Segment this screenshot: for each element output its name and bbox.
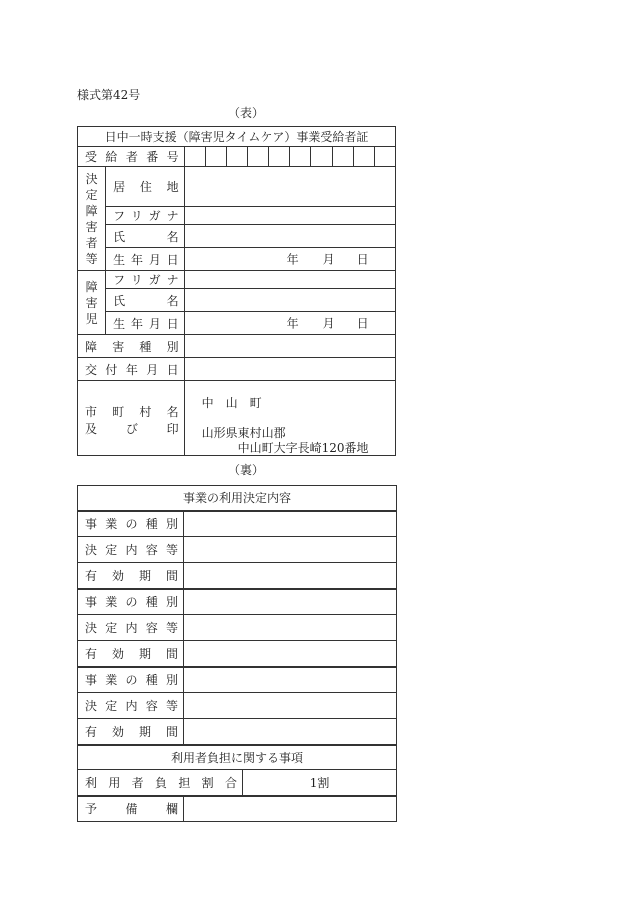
birthdate-field[interactable] (184, 248, 395, 271)
address-field[interactable] (184, 167, 395, 207)
validity-period-field[interactable] (184, 719, 397, 745)
year-unit: 年 (286, 252, 299, 267)
recipient-number-digit[interactable] (226, 147, 247, 167)
service-type-field[interactable] (184, 667, 397, 693)
decision-content-field[interactable] (184, 537, 397, 563)
decided-person-group-label: 決 定 障 害 者 等 (78, 167, 106, 271)
address-label: 居 住 地 (106, 167, 184, 207)
name-label: 氏 名 (106, 225, 184, 248)
recipient-number-digit[interactable] (248, 147, 269, 167)
child-furigana-label: フリガナ (106, 271, 184, 289)
month-unit: 月 (322, 252, 335, 267)
certificate-title: 日中一時支援（障害児タイムケア）事業受給者証 (78, 127, 396, 147)
issue-date-field[interactable] (184, 358, 395, 381)
recipient-number-digit[interactable] (184, 147, 205, 167)
back-certificate-table (77, 485, 397, 822)
recipient-number-digit[interactable] (311, 147, 332, 167)
recipient-number-digit[interactable] (374, 147, 395, 167)
recipient-number-digit[interactable] (205, 147, 226, 167)
recipient-number-label: 受 給 者 番 号 (78, 147, 185, 167)
child-birthdate-label: 生年月日 (106, 312, 184, 335)
front-side-label: （表） (228, 106, 265, 120)
service-type-field[interactable] (184, 589, 397, 615)
decision-content-label: 決 定 内 容 等 (78, 693, 184, 719)
service-type-label: 事 業 の 種 別 (78, 589, 184, 615)
recipient-number-digit[interactable] (269, 147, 290, 167)
validity-period-field[interactable] (184, 641, 397, 667)
recipient-number-digit[interactable] (332, 147, 353, 167)
municipality-label (78, 381, 185, 456)
municipality-address-line1: 山形県東村山郡 (201, 426, 286, 440)
issue-date-label: 交付年月日 (78, 358, 185, 381)
reserve-label: 予 備 欄 (78, 796, 184, 822)
municipality-address-line2: 中山町大字長崎120番地 (237, 441, 369, 455)
service-type-field[interactable] (184, 511, 397, 537)
decision-content-field[interactable] (184, 615, 397, 641)
month-unit: 月 (322, 316, 335, 331)
day-unit: 日 (356, 316, 369, 331)
recipient-number-digit[interactable] (353, 147, 374, 167)
municipality-name: 中 山 町 (201, 396, 262, 410)
name-field[interactable] (184, 225, 395, 248)
day-unit: 日 (356, 252, 369, 267)
user-burden-title: 利用者負担に関する事項 (78, 745, 397, 770)
front-certificate-table (77, 126, 396, 456)
validity-period-field[interactable] (184, 563, 397, 589)
disability-type-field[interactable] (184, 335, 395, 358)
child-birthdate-field[interactable] (184, 312, 395, 335)
form-number: 様式第42号 (77, 88, 141, 102)
birthdate-label: 生年月日 (106, 248, 184, 271)
child-name-field[interactable] (184, 289, 395, 312)
service-type-label: 事 業 の 種 別 (78, 667, 184, 693)
burden-ratio-label: 利 用 者 負 担 割 合 (78, 770, 243, 796)
child-furigana-field[interactable] (184, 271, 395, 289)
decision-content-label: 決 定 内 容 等 (78, 615, 184, 641)
back-side-label: （裏） (228, 463, 265, 477)
child-name-label: 氏 名 (106, 289, 184, 312)
validity-period-label: 有 効 期 間 (78, 719, 184, 745)
child-group-label: 障 害 児 (78, 271, 106, 335)
usage-decision-title: 事業の利用決定内容 (78, 486, 397, 511)
municipality-label-line2: 及 び 印 (85, 422, 179, 436)
disability-type-label: 障 害 種 別 (78, 335, 185, 358)
decision-content-label: 決 定 内 容 等 (78, 537, 184, 563)
municipality-stamp-area (184, 381, 395, 456)
reserve-field[interactable] (184, 796, 397, 822)
validity-period-label: 有 効 期 間 (78, 563, 184, 589)
service-type-label: 事 業 の 種 別 (78, 511, 184, 537)
decision-content-field[interactable] (184, 693, 397, 719)
furigana-label: フリガナ (106, 207, 184, 225)
furigana-field[interactable] (184, 207, 395, 225)
year-unit: 年 (286, 316, 299, 331)
validity-period-label: 有 効 期 間 (78, 641, 184, 667)
recipient-number-digit[interactable] (290, 147, 311, 167)
burden-ratio-value: 1割 (243, 770, 397, 796)
municipality-label-line1: 市 町 村 名 (85, 405, 179, 419)
